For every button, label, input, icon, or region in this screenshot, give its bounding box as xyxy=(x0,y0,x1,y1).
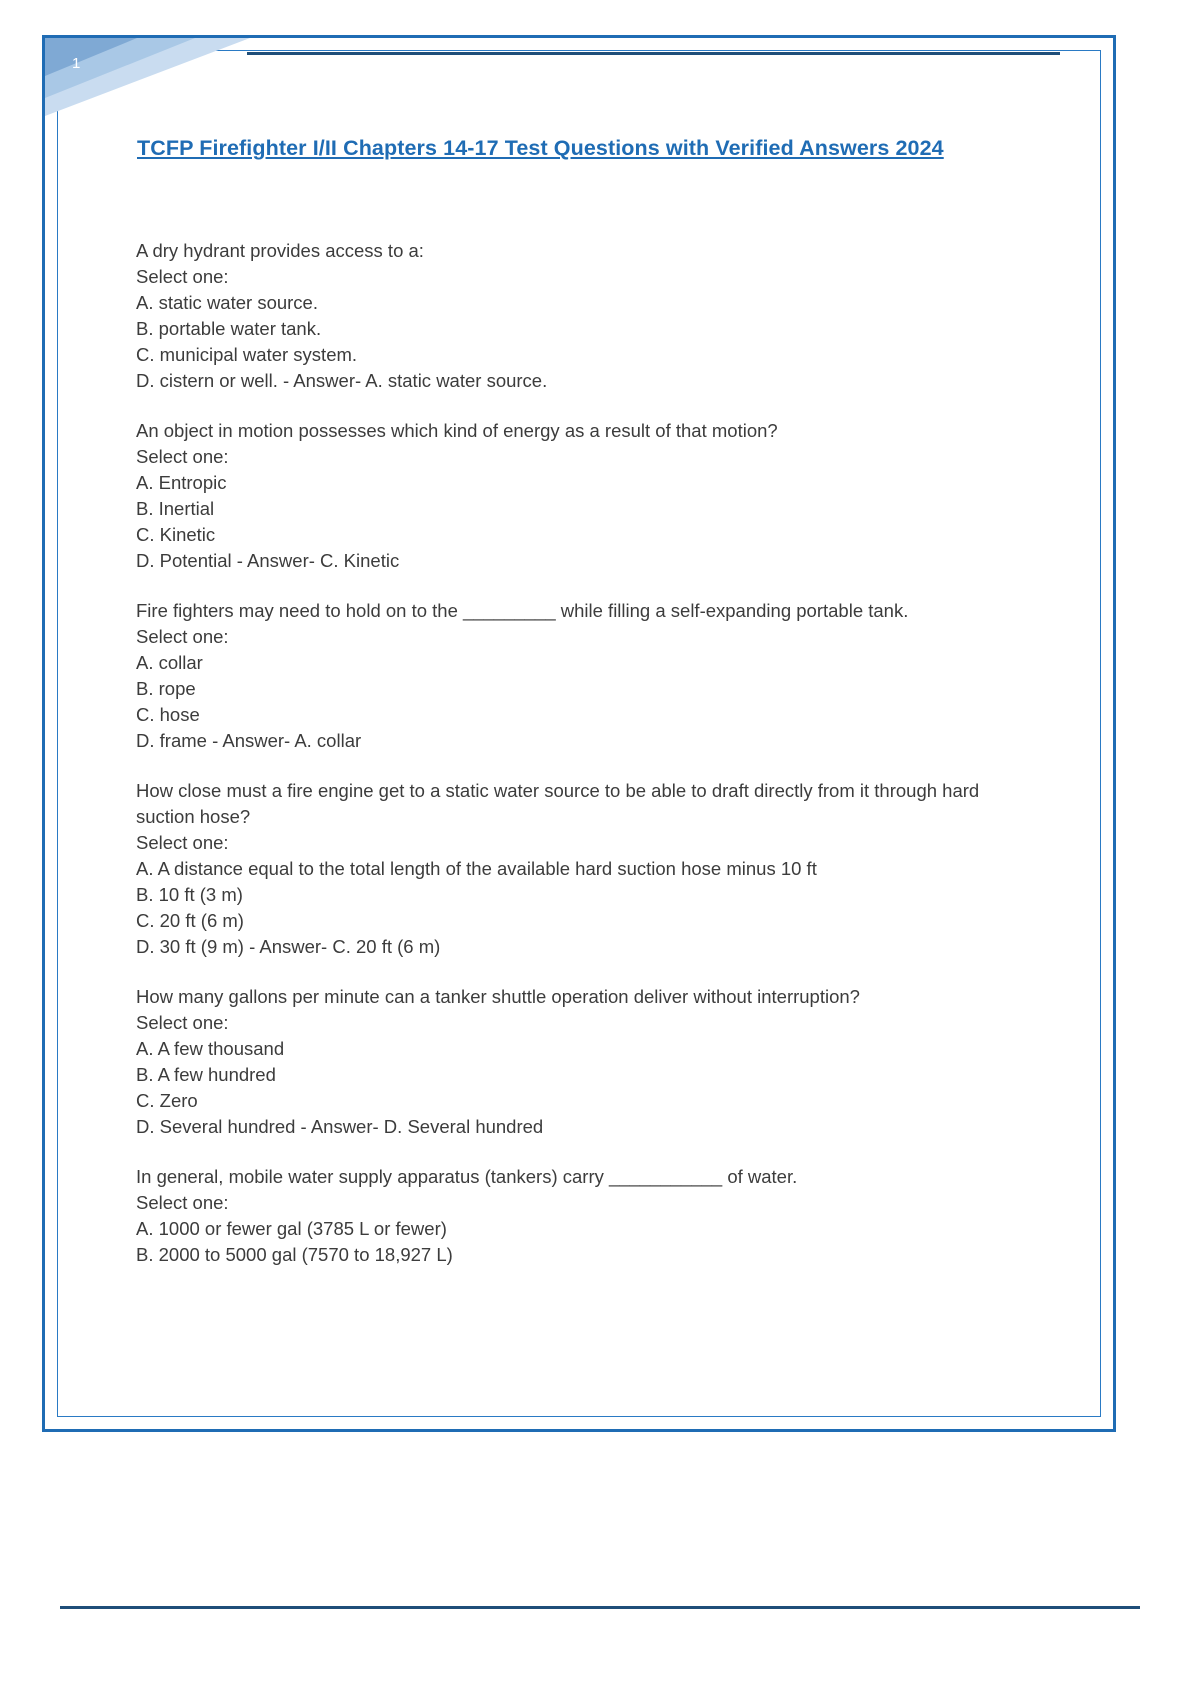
question-stem: A dry hydrant provides access to a: xyxy=(136,240,424,261)
header-rule xyxy=(247,52,1060,55)
question-instruction: Select one: xyxy=(136,446,229,467)
question-block xyxy=(136,778,1016,960)
question-option: D. frame - Answer- A. collar xyxy=(136,730,362,751)
question-stem: How many gallons per minute can a tanker shuttle operation deliver without interruption? xyxy=(136,986,860,1007)
question-block xyxy=(136,1164,1016,1268)
question-stem: In general, mobile water supply apparatus (tankers) carry ___________ of water. xyxy=(136,1166,798,1187)
question-option: B. A few hundred xyxy=(136,1064,276,1085)
question-option: C. hose xyxy=(136,704,200,725)
question-option: D. Several hundred - Answer- D. Several hundred xyxy=(136,1116,544,1137)
question-block xyxy=(136,984,1016,1140)
question-option: A. Entropic xyxy=(136,472,227,493)
question-option: A. A few thousand xyxy=(136,1038,285,1059)
question-option: C. municipal water system. xyxy=(136,344,358,365)
question-option: A. static water source. xyxy=(136,292,318,313)
question-option: A. A distance equal to the total length of the available hard suction hose minus 10 ft xyxy=(136,858,817,879)
question-block xyxy=(136,598,1016,754)
question-stem: Fire fighters may need to hold on to the _________ while filling a self-expanding portable tank. xyxy=(136,600,909,621)
question-instruction: Select one: xyxy=(136,1192,229,1213)
question-list xyxy=(136,238,1016,1292)
question-option: D. 30 ft (9 m) - Answer- C. 20 ft (6 m) xyxy=(136,936,441,957)
question-stem: An object in motion possesses which kind of energy as a result of that motion? xyxy=(136,420,778,441)
question-instruction: Select one: xyxy=(136,626,229,647)
question-instruction: Select one: xyxy=(136,266,229,287)
question-instruction: Select one: xyxy=(136,1012,229,1033)
page-number: 1 xyxy=(72,55,81,72)
page-title: TCFP Firefighter I/II Chapters 14-17 Test Questions with Verified Answers 2024 xyxy=(137,136,944,160)
question-option: A. collar xyxy=(136,652,203,673)
question-option: C. 20 ft (6 m) xyxy=(136,910,244,931)
question-option: B. 2000 to 5000 gal (7570 to 18,927 L) xyxy=(136,1244,453,1265)
question-option: C. Kinetic xyxy=(136,524,216,545)
question-option: D. cistern or well. - Answer- A. static water source. xyxy=(136,370,548,391)
question-option: B. rope xyxy=(136,678,196,699)
question-instruction: Select one: xyxy=(136,832,229,853)
question-block xyxy=(136,238,1016,394)
question-block xyxy=(136,418,1016,574)
question-option: D. Potential - Answer- C. Kinetic xyxy=(136,550,400,571)
question-option: A. 1000 or fewer gal (3785 L or fewer) xyxy=(136,1218,447,1239)
question-option: B. Inertial xyxy=(136,498,215,519)
question-option: C. Zero xyxy=(136,1090,198,1111)
footer-rule xyxy=(60,1606,1140,1609)
question-option: B. 10 ft (3 m) xyxy=(136,884,243,905)
question-option: B. portable water tank. xyxy=(136,318,322,339)
question-stem: How close must a fire engine get to a static water source to be able to draft directly from it through hard suction hose? xyxy=(136,780,985,827)
